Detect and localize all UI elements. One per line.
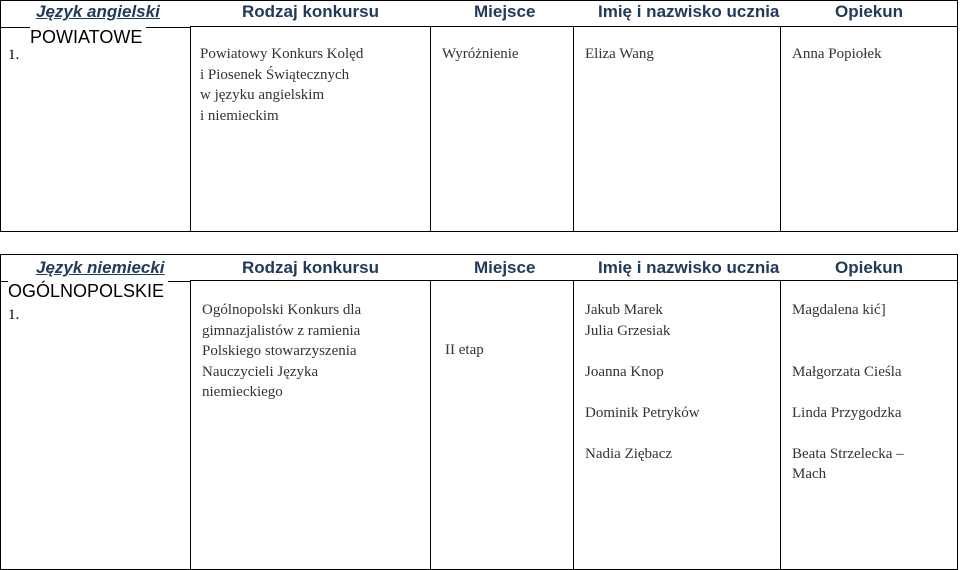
place-value: Wyróżnienie	[442, 46, 519, 62]
column-divider	[430, 280, 431, 570]
subject-header-german: Język niemiecki	[36, 258, 165, 277]
row-number: 1.	[8, 47, 20, 63]
place-header: Miejsce	[474, 2, 536, 21]
contest-type-header: Rodzaj konkursu	[242, 2, 379, 21]
student-name: Nadia Ziębacz	[585, 445, 673, 462]
place-header: Miejsce	[474, 258, 536, 277]
student-name-header: Imię i nazwisko ucznia	[598, 2, 780, 21]
student-names	[585, 300, 700, 464]
teacher-header: Opiekun	[835, 258, 904, 277]
contest-name: Ogólnopolski Konkurs dla gimnazjalistów z ramienia Polskiego stowarzyszenia Nauczycieli Języka niemieckiego	[202, 302, 362, 400]
teacher-name: Anna Popiołek	[792, 46, 882, 62]
column-divider	[573, 280, 574, 570]
teacher-name: Mach	[792, 466, 827, 482]
category-label: OGÓLNOPOLSKIE	[8, 281, 168, 301]
teacher-name: Małgorzata Cieśla	[792, 363, 902, 380]
contest-type-header: Rodzaj konkursu	[242, 258, 379, 277]
column-divider	[573, 26, 574, 232]
student-name: Jakub Marek	[585, 302, 663, 318]
column-divider	[430, 26, 431, 232]
student-name: Julia Grzesiak	[585, 322, 671, 339]
column-divider	[780, 26, 781, 232]
column-divider	[190, 280, 191, 570]
row-number: 1.	[8, 307, 20, 323]
contest-name: Powiatowy Konkurs Kolęd i Piosenek Świątecznych w języku angielskim i niemieckim	[200, 46, 364, 124]
category-label: POWIATOWE	[30, 27, 146, 47]
teacher-name: Linda Przygodzka	[792, 404, 902, 421]
student-name-header: Imię i nazwisko ucznia	[598, 258, 780, 277]
teacher-name: Magdalena kić]	[792, 302, 886, 318]
header-divider	[190, 26, 958, 27]
teacher-name: Beata Strzelecka –	[792, 445, 904, 462]
teacher-names	[792, 300, 904, 485]
column-divider	[780, 280, 781, 570]
header-divider	[190, 280, 958, 281]
subject-header-english: Język angielski	[36, 2, 160, 21]
teacher-header: Opiekun	[835, 2, 904, 21]
place-value: II etap	[445, 342, 484, 358]
student-name: Dominik Petryków	[585, 404, 700, 421]
student-name: Joanna Knop	[585, 363, 664, 380]
column-divider	[190, 26, 191, 232]
student-name: Eliza Wang	[585, 46, 654, 62]
